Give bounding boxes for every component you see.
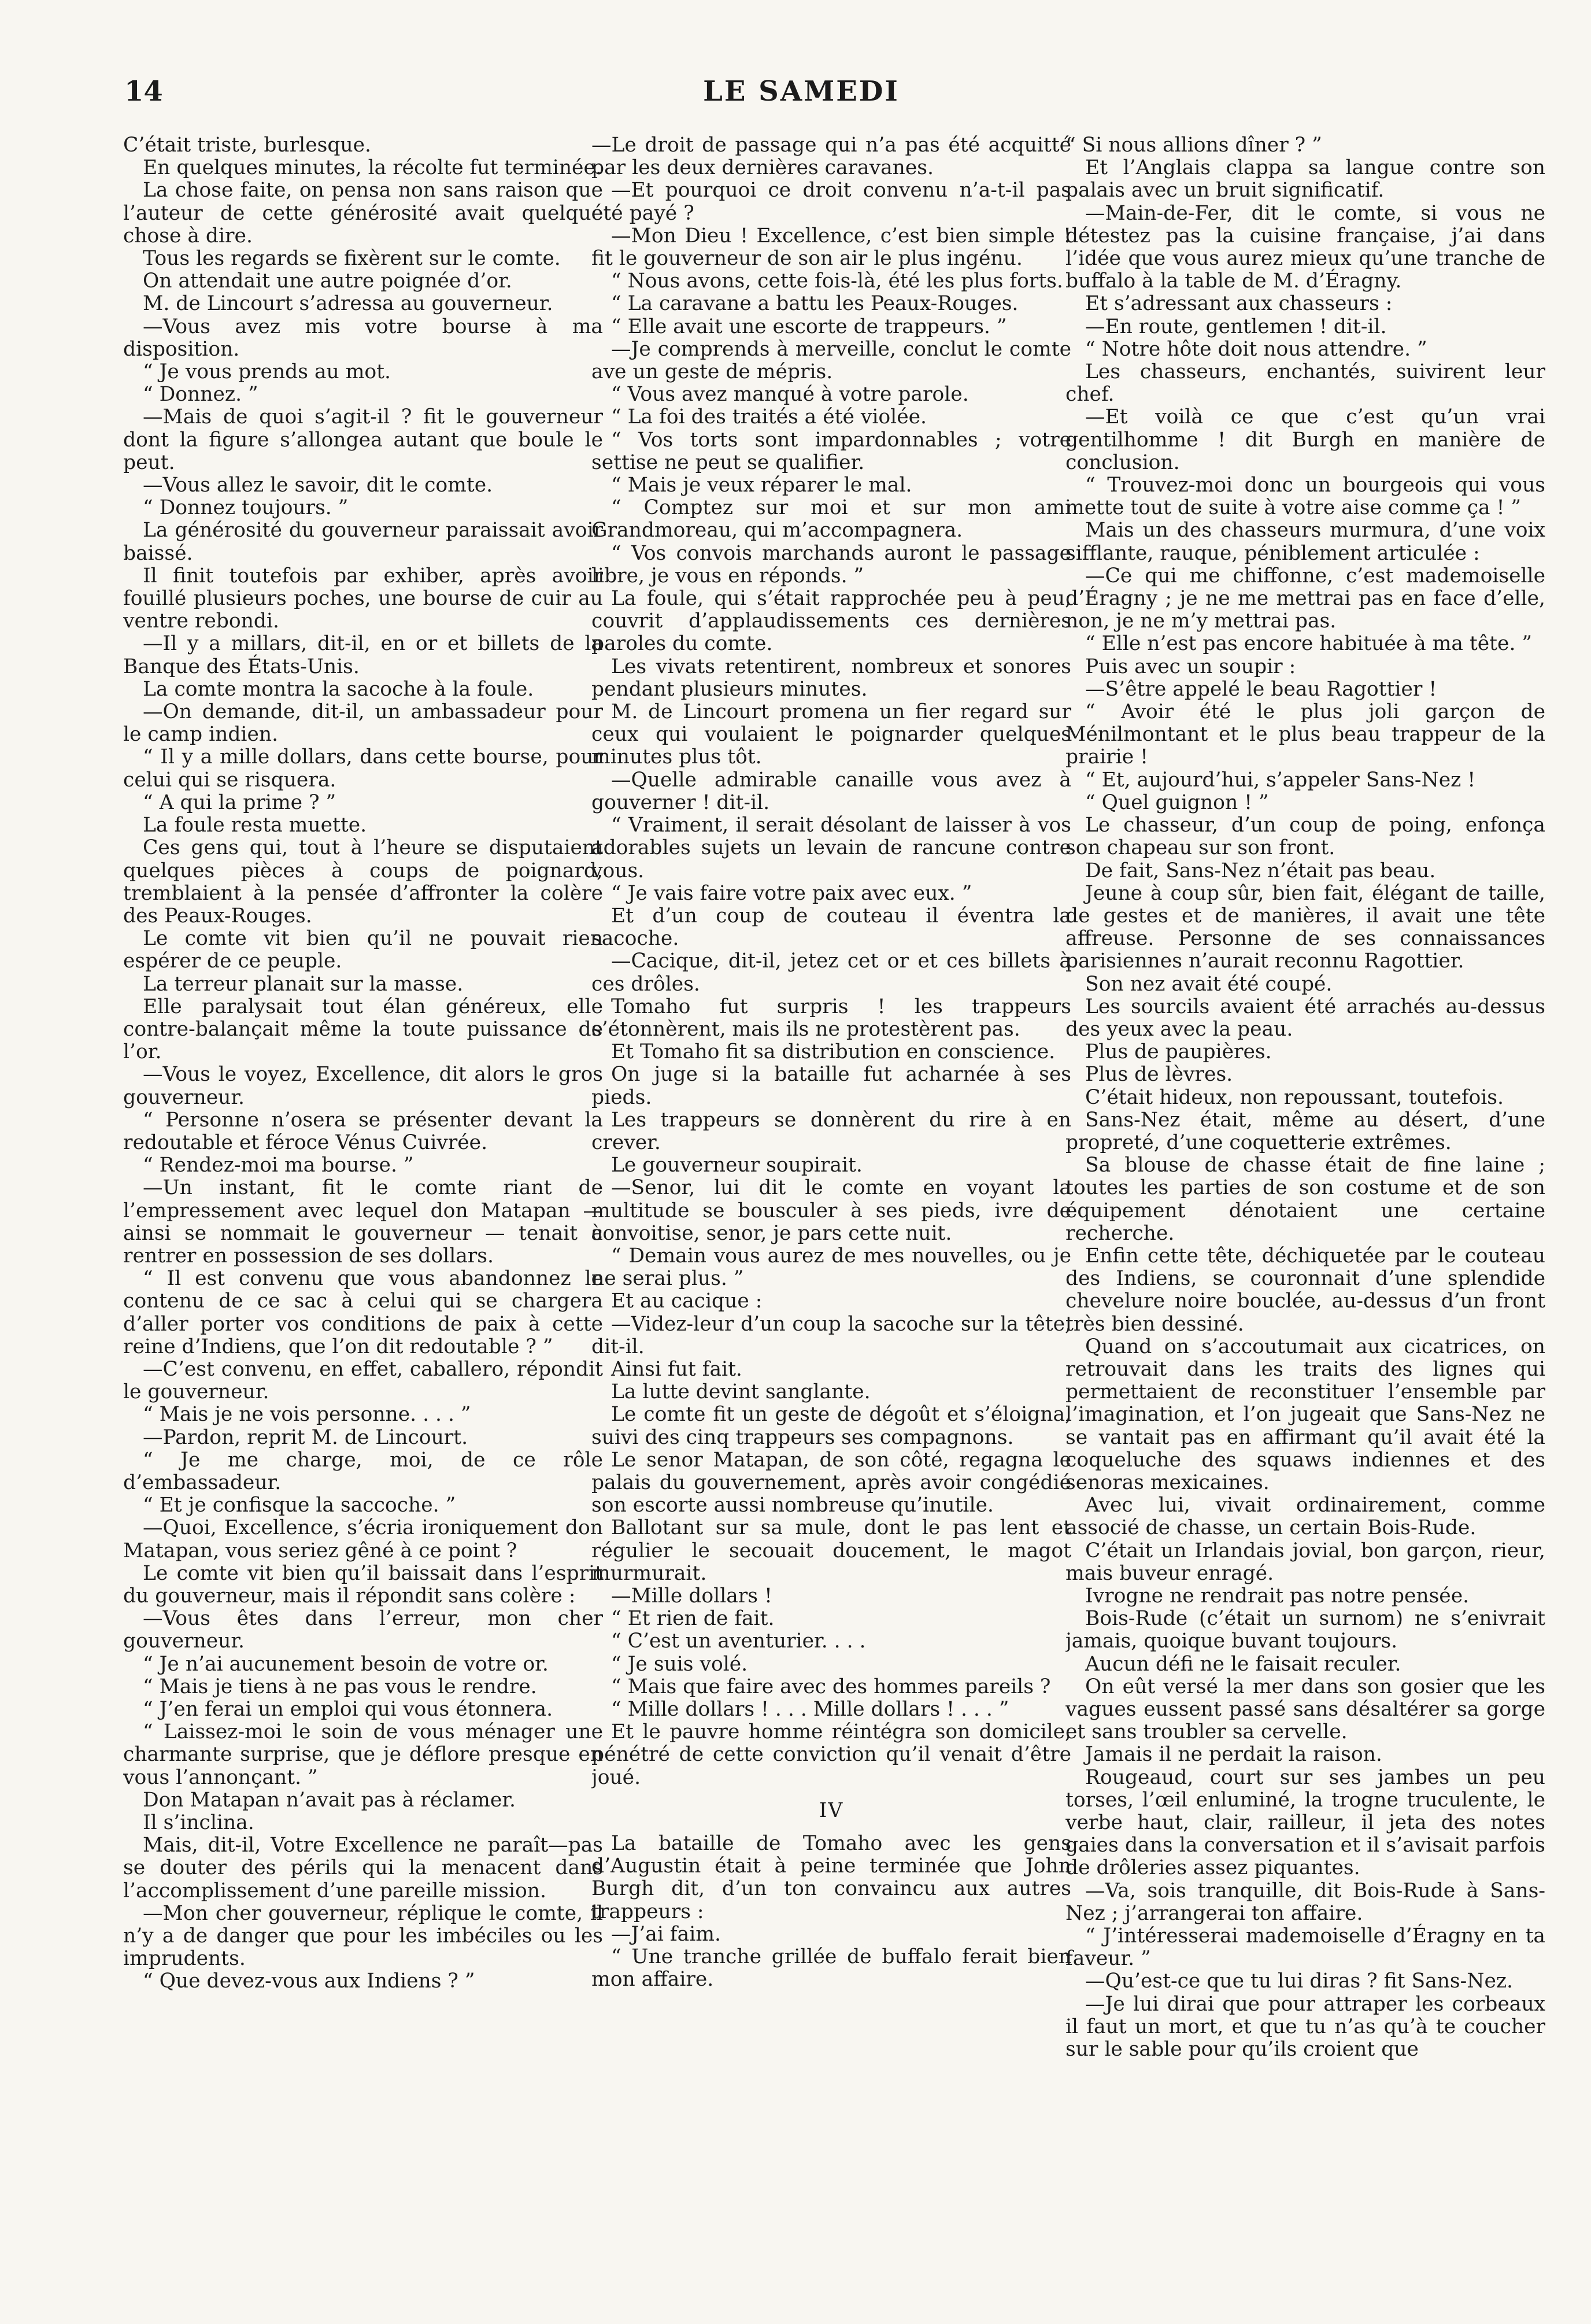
page-number: 14 — [124, 75, 163, 108]
paragraph: —Il y a millars, dit-il, en or et billets de la Banque des États-Unis. — [123, 632, 603, 678]
paragraph: “ Mais je tiens à ne pas vous le rendre. — [143, 1675, 537, 1698]
paragraph: M. de Lincourt s’adressa au gouverneur. — [143, 292, 553, 316]
paragraph: Enfin cette tête, déchiquetée par le couteau des Indiens, se couronnait d’une splendide chevelure noire bouclée, au-dessus d’un front très bien dessiné. — [1065, 1244, 1545, 1336]
paragraph: La lutte devint sanglante. — [611, 1380, 871, 1404]
paragraph: Et au cacique : — [611, 1290, 763, 1313]
paragraph: —Je comprends à merveille, conclut le comte ave un geste de mépris. — [591, 337, 1071, 384]
paragraph: —Mon cher gouverneur, réplique le comte, il n’y a de danger que pour les imbéciles ou les imprudents. — [123, 1901, 603, 1971]
paragraph: “ Quel guignon ! ” — [1085, 790, 1269, 814]
paragraph: Les sourcils avaient été arrachés au-dessus des yeux avec la peau. — [1065, 995, 1545, 1041]
paragraph: Mais un des chasseurs murmura, d’une voix sifflante, rauque, péniblement articulée : — [1065, 519, 1545, 565]
paragraph: La comte montra la sacoche à la foule. — [143, 677, 534, 701]
paragraph: —Le droit de passage qui n’a pas été acquitté par les deux dernières caravanes. — [591, 134, 1071, 180]
paragraph: Avec lui, vivait ordinairement, comme associé de chasse, un certain Bois-Rude. — [1065, 1494, 1545, 1540]
paragraph: “ Laissez-moi le soin de vous ménager une charmante surprise, que je déflore presque en vous l’annonçant. ” — [123, 1720, 603, 1789]
paragraph: “ Une tranche grillée de buffalo ferait bien mon affaire. — [591, 1945, 1071, 1992]
paragraph: —Quelle admirable canaille vous avez à gouverner ! dit-il. — [591, 768, 1071, 814]
paragraph: Le comte vit bien qu’il ne pouvait rien espérer de ce peuple. — [123, 927, 603, 973]
paragraph: “ Mille dollars ! . . . Mille dollars ! . . . ” — [611, 1698, 1009, 1721]
paragraph: —Vous allez le savoir, dit le comte. — [143, 474, 493, 497]
paragraph: “ Comptez sur moi et sur mon ami Grandmoreau, qui m’accompagnera. — [591, 496, 1071, 542]
paragraph: —Vous êtes dans l’erreur, mon cher gouverneur. — [123, 1607, 603, 1653]
paragraph: —S’être appelé le beau Ragottier ! — [1085, 677, 1437, 701]
paragraph: “ Je me charge, moi, de ce rôle d’embassadeur. — [123, 1448, 603, 1494]
paragraph: Tous les regards se fixèrent sur le comte. — [143, 247, 561, 271]
paragraph: “ Que devez-vous aux Indiens ? ” — [143, 1970, 475, 1993]
paragraph: “ A qui la prime ? ” — [143, 790, 336, 814]
paragraph: “ Je n’ai aucunement besoin de votre or. — [143, 1652, 549, 1676]
paragraph: —Senor, lui dit le comte en voyant la multitude se bousculer à ses pieds, ivre de convoitise, senor, je pars cette nuit. — [591, 1176, 1071, 1245]
paragraph: “ La foi des traités a été violée. — [611, 405, 927, 429]
paragraph: “ Vous avez manqué à votre parole. — [611, 383, 969, 407]
paragraph: —On demande, dit-il, un ambassadeur pour le camp indien. — [123, 700, 603, 747]
paragraph: “ Vos torts sont impardonnables ; votre settise ne peut se qualifier. — [591, 428, 1071, 474]
paragraph: M. de Lincourt promena un fier regard sur ceux qui voulaient le poignarder quelques minutes plus tôt. — [591, 700, 1071, 769]
paragraph: Elle paralysait tout élan généreux, elle contre-balançait même la toute puissance de l’or. — [123, 995, 603, 1064]
paragraph: Il s’inclina. — [143, 1811, 254, 1835]
paragraph: Rougeaud, court sur ses jambes un peu torses, l’œil enluminé, la trogne truculente, le verbe haut, clair, railleur, il jeta des notes gaies dans la conversation et il s’avisait parfois de drôleries assez piquantes. — [1065, 1765, 1545, 1880]
paragraph: C’était un Irlandais jovial, bon garçon, rieur, mais buveur enragé. — [1065, 1539, 1545, 1585]
paragraph: Jamais il ne perdait la raison. — [1085, 1743, 1382, 1767]
paragraph: —Vous avez mis votre bourse à ma disposition. — [123, 315, 603, 361]
paragraph: —Et pourquoi ce droit convenu n’a-t-il pas été payé ? — [591, 179, 1071, 225]
paragraph: La foule resta muette. — [143, 814, 367, 837]
paragraph: “ Il y a mille dollars, dans cette bourse, pour celui qui se risquera. — [123, 745, 603, 792]
paragraph: Sa blouse de chasse était de fine laine ; toutes les parties de son costume et de son équipement dénotaient une certaine recherche. — [1065, 1154, 1545, 1245]
paragraph: “ Trouvez-moi donc un bourgeois qui vous mette tout de suite à votre aise comme ça ! ” — [1065, 474, 1545, 520]
paragraph: On juge si la bataille fut acharnée à ses pieds. — [591, 1063, 1071, 1109]
paragraph: —J’ai faim. — [611, 1922, 721, 1946]
paragraph: Tomaho fut surpris ! les trappeurs s’étonnèrent, mais ils ne protestèrent pas. — [591, 995, 1071, 1041]
paragraph: Quand on s’accoutumait aux cicatrices, on retrouvait dans les traits des lignes qui permettaient de reconstituer l’ensemble par l’imagination, et l’on jugeait que Sans-Nez ne se vantait pas en affirmant qu’il avait été la coqueluche des squaws indiennes et des senoras mexicaines. — [1065, 1335, 1545, 1494]
paragraph: —Quoi, Excellence, s’écria ironiquement don Matapan, vous seriez gêné à ce point ? — [123, 1516, 603, 1562]
paragraph: Et Tomaho fit sa distribution en conscience. — [611, 1040, 1056, 1064]
section-heading: IV — [819, 1798, 844, 1822]
paragraph: Le gouverneur soupirait. — [611, 1154, 863, 1177]
paragraph: Les trappeurs se donnèrent du rire à en crever. — [591, 1108, 1071, 1154]
paragraph: “ Donnez toujours. ” — [143, 496, 349, 520]
paragraph: Plus de lèvres. — [1085, 1063, 1233, 1087]
paragraph: —Videz-leur d’un coup la sacoche sur la tête, dit-il. — [591, 1312, 1071, 1358]
paragraph: —Cacique, dit-il, jetez cet or et ces billets à ces drôles. — [591, 949, 1071, 996]
paragraph: —Et voilà ce que c’est qu’un vrai gentilhomme ! dit Burgh en manière de conclusion. — [1065, 405, 1545, 474]
paragraph: Et l’Anglais clappa sa langue contre son palais avec un bruit significatif. — [1065, 156, 1545, 202]
paragraph: “ Elle avait une escorte de trappeurs. ” — [611, 315, 1007, 338]
paragraph: Mais, dit-il, Votre Excellence ne paraît—pas se douter des périls qui la menacent dans l’accomplissement d’une pareille mission. — [123, 1834, 603, 1902]
paragraph: “ Donnez. ” — [143, 383, 258, 407]
paragraph: La bataille de Tomaho avec les gens d’Augustin était à peine terminée que John Burgh dit, d’un ton convaincu aux autres trappeurs : — [591, 1832, 1071, 1923]
paragraph: “ Et, aujourd’hui, s’appeler Sans-Nez ! — [1085, 768, 1476, 792]
running-title: LE SAMEDI — [703, 75, 900, 108]
paragraph: “ Notre hôte doit nous attendre. ” — [1085, 337, 1427, 361]
page-header — [124, 75, 1478, 121]
paragraph: C’était hideux, non repoussant, toutefois. — [1085, 1085, 1504, 1109]
paragraph: Jeune à coup sûr, bien fait, élégant de taille, de gestes et de manières, il avait une tête affreuse. Personne de ses connaissances parisiennes n’aurait reconnu Ragottier. — [1065, 881, 1545, 973]
paragraph: —Qu’est-ce que tu lui diras ? fit Sans-Nez. — [1085, 1970, 1513, 1993]
paragraph: —Mille dollars ! — [611, 1584, 772, 1608]
paragraph: En quelques minutes, la récolte fut terminée. — [143, 156, 602, 180]
text-column-1 — [123, 134, 603, 2297]
text-column-3 — [1065, 134, 1545, 2297]
paragraph: Plus de paupières. — [1085, 1040, 1272, 1064]
paragraph: “ Je suis volé. — [611, 1652, 748, 1676]
text-column-2 — [591, 134, 1071, 2297]
paragraph: —Mon Dieu ! Excellence, c’est bien simple ! fit le gouverneur de son air le plus ingénu. — [591, 224, 1071, 271]
paragraph: Les chasseurs, enchantés, suivirent leur chef. — [1065, 360, 1545, 407]
paragraph: C’était triste, burlesque. — [123, 134, 372, 157]
paragraph: “ Rendez-moi ma bourse. ” — [143, 1154, 414, 1177]
paragraph: On eût versé la mer dans son gosier que les vagues eussent passé sans désaltérer sa gorge et sans troubler sa cervelle. — [1065, 1675, 1545, 1744]
paragraph: La générosité du gouverneur paraissait avoir baissé. — [123, 519, 603, 565]
paragraph: Don Matapan n’avait pas à réclamer. — [143, 1788, 516, 1812]
paragraph: “ Je vais faire votre paix avec eux. ” — [611, 881, 972, 905]
paragraph: —En route, gentlemen ! dit-il. — [1085, 315, 1387, 338]
paragraph: “ Vos convois marchands auront le passage libre, je vous en réponds. ” — [591, 541, 1071, 588]
paragraph: Ces gens qui, tout à l’heure se disputaient quelques pièces à coups de poignard, tremblaient à la pensée d’affronter la colère des Peaux-Rouges. — [123, 836, 603, 928]
paragraph: Ainsi fut fait. — [611, 1357, 742, 1381]
paragraph: Le chasseur, d’un coup de poing, enfonça son chapeau sur son front. — [1065, 814, 1545, 860]
paragraph: Puis avec un soupir : — [1085, 655, 1296, 678]
paragraph: “ C’est un aventurier. . . . — [611, 1630, 866, 1653]
paragraph: “ Et rien de fait. — [611, 1607, 775, 1631]
paragraph: Le comte vit bien qu’il baissait dans l’esprit du gouverneur, mais il répondit sans colère : — [123, 1561, 603, 1608]
paragraph: —Vous le voyez, Excellence, dit alors le gros gouverneur. — [123, 1063, 603, 1109]
paragraph: La foule, qui s’était rapprochée peu à peu, couvrit d’applaudissements ces dernières paroles du comte. — [591, 587, 1071, 656]
paragraph: —Un instant, fit le comte riant de l’empressement avec lequel don Matapan — ainsi se nommait le gouverneur — tenait à rentrer en possession de ses dollars. — [123, 1176, 603, 1268]
paragraph: “ Elle n’est pas encore habituée à ma tête. ” — [1085, 632, 1533, 656]
paragraph: Ballotant sur sa mule, dont le pas lent et régulier le secouait doucement, le magot murmurait. — [591, 1516, 1071, 1585]
paragraph: “ J’intéresserai mademoiselle d’Éragny en ta faveur. ” — [1065, 1924, 1545, 1971]
paragraph: —Mais de quoi s’agit-il ? fit le gouverneur dont la figure s’allongea autant que boule le peut. — [123, 405, 603, 474]
paragraph: La chose faite, on pensa non sans raison que l’auteur de cette générosité avait quelque chose à dire. — [123, 179, 603, 247]
paragraph: —Main-de-Fer, dit le comte, si vous ne détestez pas la cuisine française, j’ai dans l’idée que vous aurez mieux qu’une tranche de buffalo à la table de M. d’Éragny. — [1065, 201, 1545, 293]
paragraph: “ Il est convenu que vous abandonnez le contenu de ce sac à celui qui se chargera d’aller porter vos conditions de paix à cette reine d’Indiens, que l’on dit redoutable ? ” — [123, 1267, 603, 1358]
paragraph: “ La caravane a battu les Peaux-Rouges. — [611, 292, 1019, 316]
paragraph: “ Vraiment, il serait désolant de laisser à vos adorables sujets un levain de rancune contre vous. — [591, 814, 1071, 882]
paragraph: —Va, sois tranquille, dit Bois-Rude à Sans-Nez ; j’arrangerai ton affaire. — [1065, 1879, 1545, 1925]
paragraph: Et le pauvre homme réintégra son domicile, pénétré de cette conviction qu’il venait d’être joué. — [591, 1720, 1071, 1789]
paragraph: Aucun défi ne le faisait reculer. — [1085, 1652, 1401, 1676]
paragraph: “ Nous avons, cette fois-là, été les plus forts. — [611, 269, 1063, 293]
paragraph: “ Mais que faire avec des hommes pareils ? — [611, 1675, 1051, 1698]
paragraph: —Je lui dirai que pour attraper les corbeaux il faut un mort, et que tu n’as qu’à te coucher sur le sable pour qu’ils croient que — [1065, 1992, 1545, 2061]
paragraph: —Pardon, reprit M. de Lincourt. — [143, 1425, 468, 1449]
paragraph: “ Avoir été le plus joli garçon de Ménilmontant et le plus beau trappeur de la prairie ! — [1065, 700, 1545, 769]
paragraph: Le senor Matapan, de son côté, regagna le palais du gouvernement, après avoir congédié son escorte aussi nombreuse qu’inutile. — [591, 1448, 1071, 1517]
paragraph: Les vivats retentirent, nombreux et sonores pendant plusieurs minutes. — [591, 655, 1071, 701]
paragraph: “ Personne n’osera se présenter devant la redoutable et féroce Vénus Cuivrée. — [123, 1108, 603, 1154]
paragraph: Ivrogne ne rendrait pas notre pensée. — [1085, 1584, 1470, 1608]
paragraph: Et d’un coup de couteau il éventra la sacoche. — [591, 904, 1071, 951]
paragraph: Son nez avait été coupé. — [1085, 972, 1333, 996]
paragraph: “ Je vous prends au mot. — [143, 360, 391, 384]
paragraph: “ Demain vous aurez de mes nouvelles, ou je ne serai plus. ” — [591, 1244, 1071, 1291]
paragraph: Sans-Nez était, même au désert, d’une propreté, d’une coquetterie extrêmes. — [1065, 1108, 1545, 1154]
paragraph: “ Mais je veux réparer le mal. — [611, 474, 912, 497]
paragraph: Il finit toutefois par exhiber, après avoir fouillé plusieurs poches, une bourse de cuir au ventre rebondi. — [123, 564, 603, 633]
paragraph: “ J’en ferai un emploi qui vous étonnera. — [143, 1698, 553, 1721]
paragraph: Bois-Rude (c’était un surnom) ne s’enivrait jamais, quoique buvant toujours. — [1065, 1607, 1545, 1653]
paragraph: —C’est convenu, en effet, caballero, répondit le gouverneur. — [123, 1357, 603, 1404]
paragraph: —Ce qui me chiffonne, c’est mademoiselle d’Éragny ; je ne me mettrai pas en face d’elle, non, je ne m’y mettrai pas. — [1065, 564, 1545, 633]
paragraph: “ Si nous allions dîner ? ” — [1065, 134, 1322, 157]
paragraph: Et s’adressant aux chasseurs : — [1085, 292, 1393, 316]
paragraph: La terreur planait sur la masse. — [143, 972, 464, 996]
paragraph: “ Mais je ne vois personne. . . . ” — [143, 1403, 471, 1427]
paragraph: “ Et je confisque la saccoche. ” — [143, 1494, 456, 1517]
paragraph: On attendait une autre poignée d’or. — [143, 269, 512, 293]
paragraph: De fait, Sans-Nez n’était pas beau. — [1085, 859, 1436, 882]
paragraph: Le comte fit un geste de dégoût et s’éloigna, suivi des cinq trappeurs ses compagnons. — [591, 1403, 1071, 1449]
